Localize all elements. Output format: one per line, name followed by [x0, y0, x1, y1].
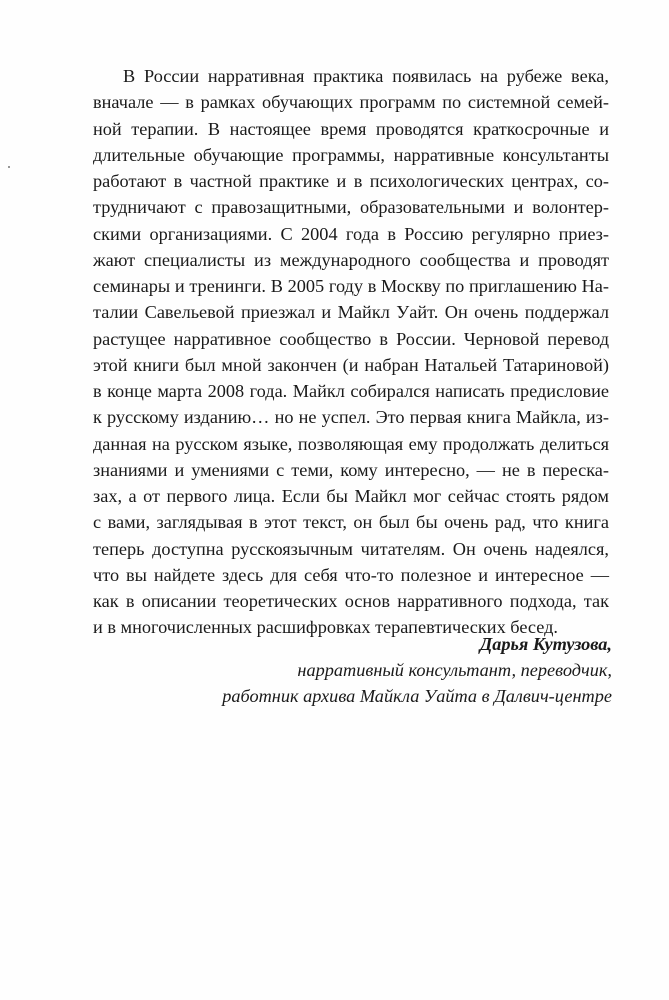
paragraph-line: ной терапии. В настоящее время проводятся краткосрочные и: [93, 118, 609, 139]
paragraph-line: данная на русском языке, позволяющая ему продолжать делиться: [93, 433, 609, 454]
author-name: Дарья Кутузова,: [479, 634, 612, 654]
paragraph-line: семинары и тренинги. В 2005 году в Москву по приглашению На-: [93, 276, 609, 296]
paragraph-line: работают в частной практике и в психологических центрах, со-: [93, 171, 609, 191]
paragraph-line: жают специалисты из международного сообщества и проводят: [93, 249, 609, 270]
paragraph-line: скими организациями. С 2004 года в Россию регулярно приез-: [93, 223, 609, 244]
paragraph-line: зах, а от первого лица. Если бы Майкл мог сейчас стоять рядом: [93, 486, 609, 506]
paragraph-line: и в многочисленных расшифровках терапевтических бесед.: [93, 617, 558, 638]
paragraph-line: талии Савельевой приезжал и Майкл Уайт. Он очень поддержал: [93, 302, 609, 323]
paragraph-line: с вами, заглядывая в этот текст, он был бы очень рад, что книга: [93, 512, 609, 533]
paragraph-line: этой книги был мной закончен (и набран Натальей Татариновой): [93, 354, 609, 375]
paragraph-line: как в описании теоретических основ нарративного подхода, так: [93, 591, 609, 611]
paragraph-line: растущее нарративное сообщество в России. Черновой перевод: [93, 328, 609, 349]
paragraph-line: что вы найдете здесь для себя что-то полезное и интересное —: [93, 564, 609, 585]
paragraph-line: знаниями и умениями с теми, кому интересно, — не в переска-: [93, 459, 609, 480]
paragraph-line: трудничают с правозащитными, образовательными и волонтер-: [93, 197, 609, 218]
signature-block: [222, 631, 612, 709]
author-role: нарративный консультант, переводчик,: [297, 660, 612, 680]
paragraph-line: в конце марта 2008 года. Майкл собирался написать предисловие: [93, 381, 609, 401]
author-affiliation: работник архива Майкла Уайта в Далвич-центре: [222, 686, 612, 706]
paragraph-line: вначале — в рамках обучающих программ по системной семей-: [93, 92, 609, 113]
body-paragraph: [93, 63, 609, 641]
paragraph-line: теперь доступна русскоязычным читателям. Он очень надеялся,: [93, 538, 609, 559]
paragraph-line: к русскому изданию… но не успел. Это первая книга Майкла, из-: [93, 407, 609, 428]
paragraph-line: В России нарративная практика появилась на рубеже века,: [123, 66, 609, 86]
paragraph-line: длительные обучающие программы, нарративные консультанты: [93, 144, 609, 165]
scan-speck: [8, 166, 10, 168]
